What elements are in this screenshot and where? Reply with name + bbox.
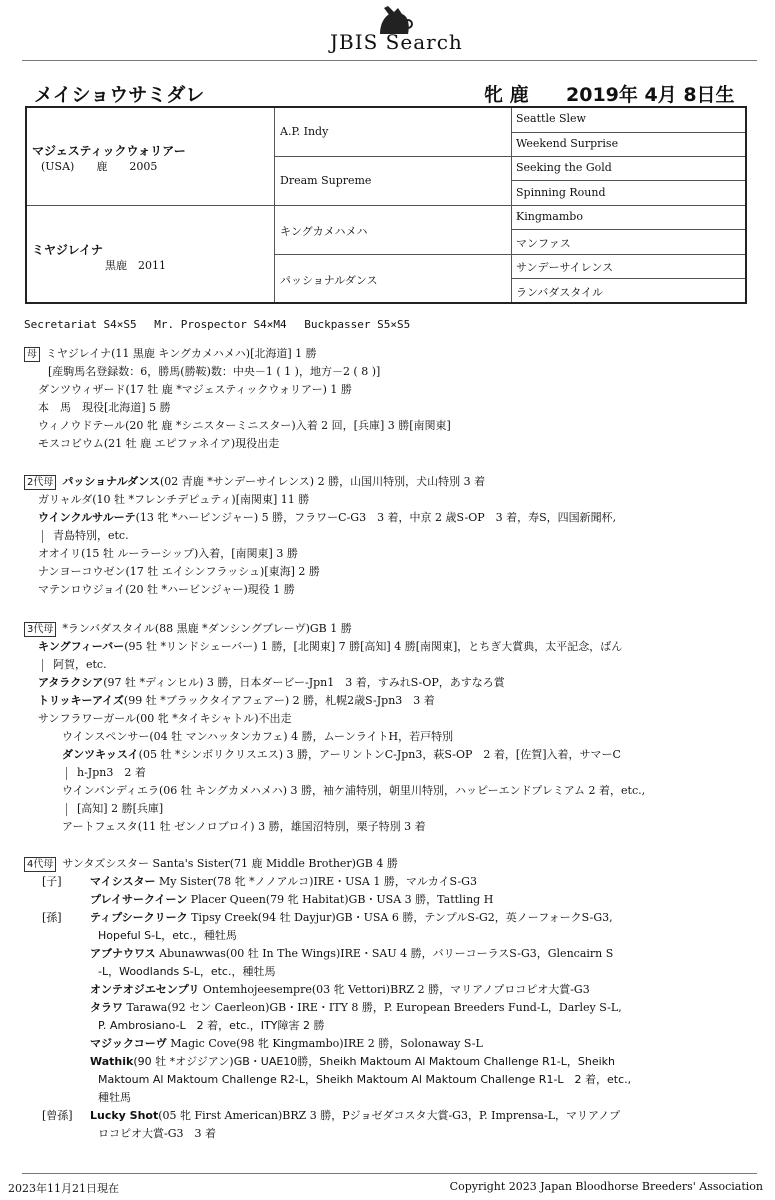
logo-text: JBIS Search <box>330 30 463 54</box>
dam-tag: 母 <box>24 347 40 362</box>
third-dam-line-8: アートフェスタ(11 牡 ゼンノロブロイ) 3 勝，雄国沼特別，栗子特別 3 着 <box>62 820 426 833</box>
grandchild-6-info: (90 牡 *オジジアン)GB・UAE10勝，Sheikh Maktoum Al Maktoum Challenge R1-L，Sheikh <box>133 1055 615 1068</box>
third-dam-line-2-name: アタラクシア <box>38 676 104 689</box>
second-dam-line-2-name: ウインクルサルーテ <box>38 511 136 524</box>
third-dam-line-7-cont: [高知] 2 勝[兵庫] <box>77 802 164 815</box>
great-grandchild-1-info: (05 牝 First American)BRZ 3 勝，Pジョゼダコスタ大賞-G3，P. Imprensa-L，マリアノプ <box>158 1109 621 1122</box>
third-dam-line-7: ウインバンディエラ(06 牡 キングカメハメハ) 3 勝，袖ケ浦特別，朝里川特別，ハッピーエンドプレミアム 2 着，etc., <box>62 784 646 797</box>
second-dam-tag: 2代母 <box>24 475 56 490</box>
second-dam-name: パッショナルダンス <box>62 475 160 488</box>
grandchild-6-name: Wathik <box>90 1055 134 1068</box>
second-dam-line-2-info: (13 牝 *ハービンジャー) 5 勝，フラワーC-G3 3 着，中京 2 歳S-OP 3 着，寿S，四国新聞杯, <box>135 511 617 524</box>
grandchild-4-name: タラワ <box>90 1001 123 1014</box>
pedigree-gen3-8: ランバダスタイル <box>516 286 604 299</box>
third-dam-line-6-name: ダンツキッスイ <box>62 748 139 761</box>
inbreeding-line: Secretariat S4×S5 Mr. Prospector S4×M4 Buckpasser S5×S5 <box>24 318 411 331</box>
third-dam-line-6-info: (05 牡 *シンボリクリスエス) 3 勝，アーリントンC-Jpn3，萩S-OP 2 着，[佐賀]入着，サマーC <box>138 748 621 761</box>
grandchild-6-cont-2: 種牡馬 <box>98 1091 131 1104</box>
pedigree-dam-name: ミヤジレイナ <box>32 243 103 257</box>
second-dam-info: (02 青鹿 *サンデーサイレンス) 2 勝，山国川特別，犬山特別 3 着 <box>159 475 486 488</box>
dam-progeny-stats: [産駒馬名登録数：6，勝馬(勝鞍)数：中央－1 ( 1 )，地方－2 ( 8 )] <box>48 365 381 378</box>
third-dam-tag: 3代母 <box>24 622 56 637</box>
dam-head: ミヤジレイナ(11 黒鹿 キングカメハメハ)[北海道] 1 勝 <box>46 347 317 360</box>
grandchild-1-cont: Hopeful S-L，etc.，種牡馬 <box>98 929 237 942</box>
footer-date: 2023年11月21日現在 <box>8 1182 119 1195</box>
dam-section <box>24 345 451 453</box>
pedigree-gen3-6: マンファス <box>516 237 571 250</box>
child-2-info: Placer Queen(79 牝 Habitat)GB・USA 3 勝，Tattling H <box>187 893 494 906</box>
fourth-dam-tag: 4代母 <box>24 857 56 872</box>
third-dam-line-6-cont: h-Jpn3 2 着 <box>77 766 146 779</box>
third-dam-line-4: サンフラワーガール(00 牝 *タイキシャトル)不出走 <box>38 712 292 725</box>
label-grandchild: [孫] <box>42 911 62 924</box>
footer-copyright: Copyright 2023 Japan Bloodhorse Breeders' Association <box>449 1180 763 1193</box>
dam-offspring-self: 本 馬 現役[北海道] 5 勝 <box>38 401 171 414</box>
header-rule <box>22 60 757 61</box>
great-grandchild-1-name: Lucky Shot <box>90 1109 159 1122</box>
pedigree-gen3-5: Kingmambo <box>516 210 583 223</box>
pedigree-sire-info: (USA) 鹿 2005 <box>41 160 158 173</box>
dam-offspring-1: ダンツウィザード(17 牡 鹿 *マジェスティックウォリアー) 1 勝 <box>38 383 352 396</box>
grandchild-3-name: オンテオジエセンプリ <box>90 983 200 996</box>
great-grandchild-1-cont: ロコピオ大賞-G3 3 着 <box>98 1127 216 1140</box>
dam-offspring-2: ウィノウドテール(20 牝 鹿 *シニスターミニスター)入着 2 回，[兵庫] 3 勝[南関東] <box>38 419 451 432</box>
label-child: [子] <box>42 875 62 888</box>
second-dam-line-5: マテンロウジョイ(20 牡 *ハービンジャー)現役 1 勝 <box>38 583 295 596</box>
third-dam-line-1-info: (95 牡 *リンドシェーバー) 1 勝，[北関東] 7 勝[高知] 4 勝[南関東]，とちぎ大賞典，太平記念，ばん <box>124 640 623 653</box>
pedigree-table <box>25 106 747 304</box>
footer-rule <box>22 1173 757 1174</box>
grandchild-6-cont-1: Maktoum Al Maktoum Challenge R2-L，Sheikh Maktoum Al Maktoum Challenge R1-L 2 着，etc., <box>98 1073 632 1086</box>
second-dam-line-3: オオイリ(15 牡 ルーラーシップ)入着，[南関東] 3 勝 <box>38 547 298 560</box>
second-dam-section <box>24 473 616 599</box>
horse-sex-color: 牝 鹿 <box>484 84 529 106</box>
grandchild-5-info: Magic Cove(98 牝 Kingmambo)IRE 2 勝，Solonaway S-L <box>166 1037 483 1050</box>
dam-offspring-3: モスコビウム(21 牡 鹿 エピファネイア)現役出走 <box>38 437 280 450</box>
pedigree-dam-info: 黒鹿 2011 <box>105 259 166 272</box>
grandchild-3-info: Ontemhojeesempre(03 牝 Vettori)BRZ 2 勝，マリアノプロコピオ大賞-G3 <box>199 983 590 996</box>
second-dam-line-4: ナンヨーコウゼン(17 牡 エイシンフラッシュ)[東海] 2 勝 <box>38 565 320 578</box>
third-dam-line-3-name: トリッキーアイズ <box>38 694 124 707</box>
third-dam-line-5: ウインスペンサー(04 牡 マンハッタンカフェ) 4 勝，ムーンライトH，若戸特別 <box>62 730 454 743</box>
grandchild-1-name: ティプシークリーク <box>90 911 188 924</box>
child-1-name: マイシスター <box>90 875 156 888</box>
pedigree-gen3-2: Weekend Surprise <box>516 137 619 150</box>
grandchild-4-info: Tarawa(92 セン Caerleon)GB・IRE・ITY 8 勝，P. European Breeders Fund-L，Darley S-L, <box>123 1001 622 1014</box>
grandchild-4-cont: P. Ambrosiano-L 2 着，etc.，ITY障害 2 勝 <box>98 1019 325 1032</box>
pedigree-sire-name: マジェスティックウォリアー <box>32 144 186 158</box>
fourth-dam-head: サンタズシスター Santa's Sister(71 鹿 Middle Brother)GB 4 勝 <box>62 857 398 870</box>
pedigree-gen2-1: A.P. Indy <box>280 125 329 138</box>
pedigree-gen2-3: キングカメハメハ <box>280 225 368 238</box>
grandchild-2-name: アブナウワス <box>90 947 156 960</box>
third-dam-head: *ランバダスタイル(88 黒鹿 *ダンシングブレーヴ)GB 1 勝 <box>62 622 352 635</box>
pedigree-gen3-1: Seattle Slew <box>516 112 586 125</box>
third-dam-section <box>24 620 645 836</box>
horse-birthdate: 2019年 4月 8日生 <box>566 84 735 106</box>
fourth-dam-section <box>24 855 631 1143</box>
third-dam-line-3-info: (99 牡 *ブラックタイアフェアー) 2 勝，札幌2歳S-Jpn3 3 着 <box>123 694 435 707</box>
grandchild-5-name: マジックコーヴ <box>90 1037 167 1050</box>
grandchild-1-info: Tipsy Creek(94 牡 Dayjur)GB・USA 6 勝，テンプルS-G2，英ノーフォークS-G3, <box>187 911 613 924</box>
pedigree-gen2-4: パッショナルダンス <box>280 274 378 287</box>
grandchild-2-cont: -L，Woodlands S-L，etc.，種牡馬 <box>98 965 276 978</box>
child-1-info: My Sister(78 牝 *ノノアルコ)IRE・USA 1 勝，マルカイS-G3 <box>155 875 477 888</box>
pedigree-gen3-3: Seeking the Gold <box>516 161 612 174</box>
third-dam-line-2-info: (97 牡 *ディンヒル) 3 勝，日本ダービー-Jpn1 3 着，すみれS-OP，あすなろ賞 <box>103 676 505 689</box>
horse-name: メイショウサミダレ <box>34 84 205 106</box>
child-2-name: プレイサークイーン <box>90 893 188 906</box>
grandchild-2-info: Abunawwas(00 牡 In The Wings)IRE・SAU 4 勝，バリーコーラスS-G3，Glencairn S <box>155 947 614 960</box>
third-dam-line-1-name: キングフィーバー <box>38 640 125 653</box>
label-great-grandchild: [曾孫] <box>42 1109 73 1122</box>
pedigree-gen3-7: サンデーサイレンス <box>516 261 614 274</box>
second-dam-line-1: ガリャルダ(10 牡 *フレンチデピュティ)[南関東] 11 勝 <box>38 493 310 506</box>
third-dam-line-1-cont: 阿賀，etc. <box>53 658 107 671</box>
pedigree-gen2-2: Dream Supreme <box>280 174 372 187</box>
pedigree-gen3-4: Spinning Round <box>516 186 606 199</box>
second-dam-line-2-cont: 青島特別，etc. <box>53 529 129 542</box>
